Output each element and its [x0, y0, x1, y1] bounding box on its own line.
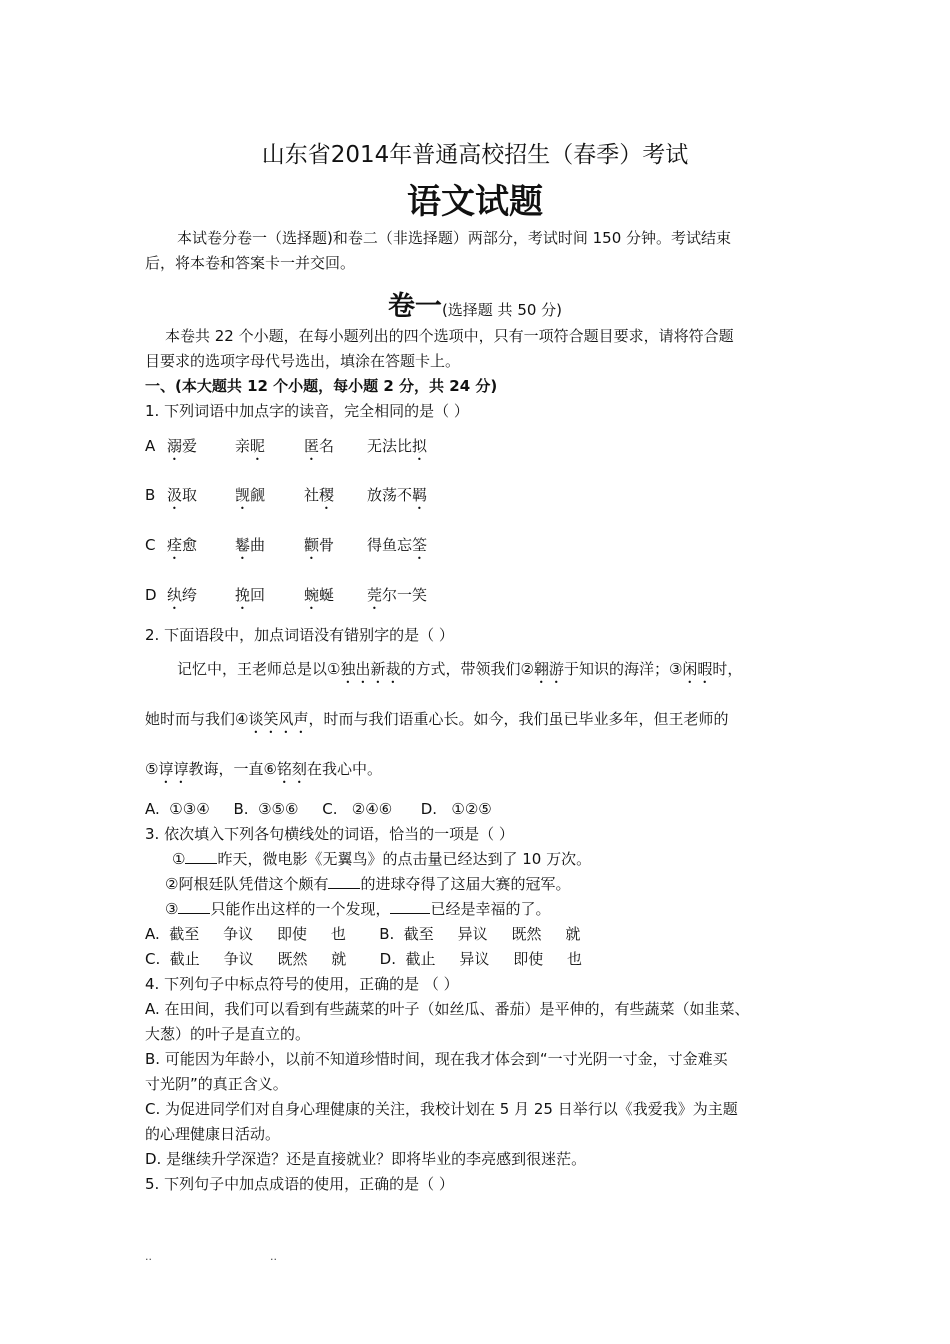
q5-stem: 5. 下列句子中加点成语的使用，正确的是（ ） — [145, 1175, 454, 1193]
option-word: 纨绔 — [167, 586, 198, 604]
section-desc-1: 本卷共 22 个小题，在每小题列出的四个选项中，只有一项符合题目要求，请将符合题 — [165, 327, 734, 345]
option-label: A — [145, 437, 156, 455]
exam-title: 山东省2014年普通高校招生（春季）考试 — [261, 142, 689, 168]
q3-stem: 3. 依次填入下列各句横线处的词语，恰当的一项是（ ） — [145, 825, 514, 843]
q4-option-a-line-2: 大葱）的叶子是直立的。 — [145, 1025, 311, 1043]
q2-stem: 2. 下面语段中，加点词语没有错别字的是（ ） — [145, 626, 454, 644]
q3-sentence-2: ②阿根廷队凭借这个颇有 的进球夺得了这届大赛的冠军。 — [165, 875, 571, 893]
answer-blank — [328, 874, 360, 889]
q3-options-ab: A. 截至 争议 即使 也 B. 截至 异议 既然 就 — [145, 925, 581, 943]
option-word: 匿名 — [304, 437, 335, 455]
section-desc-2: 目要求的选项字母代号选出，填涂在答题卡上。 — [145, 352, 461, 370]
q2-passage-line-2: 她时而与我们④谈笑风声，时而与我们语重心长。如今，我们虽已毕业多年，但王老师的 — [145, 710, 729, 728]
q1-stem: 1. 下列词语中加点字的读音，完全相同的是（ ） — [145, 402, 469, 420]
q4-option-c-line-1: C. 为促进同学们对自身心理健康的关注，我校计划在 5 月 25 日举行以《我爱我》为主题 — [145, 1100, 738, 1118]
option-word: 放荡不羁 — [367, 486, 428, 504]
intro-line-2: 后，将本卷和答案卡一并交回。 — [145, 254, 356, 272]
option-word: 溺爱 — [167, 437, 198, 455]
q3-sentence-1: ① 昨天，微电影《无翼鸟》的点击量已经达到了 10 万次。 — [172, 850, 592, 868]
option-word: 汲取 — [167, 486, 198, 504]
subject-title: 语文试题 — [407, 182, 543, 222]
q4-option-c-line-2: 的心理健康日活动。 — [145, 1125, 281, 1143]
option-word: 无法比拟 — [367, 437, 428, 455]
q3-sentence-3: ③ 只能作出这样的一个发现， 已经是幸福的了。 — [165, 900, 551, 918]
q2-passage-line-1: 记忆中，王老师总是以①独出新裁的方式，带领我们②翱游于知识的海洋；③闲暇时， — [177, 660, 743, 678]
section-name: 卷一 — [387, 291, 442, 322]
option-word: 鬈曲 — [235, 536, 266, 554]
option-word: 痊愈 — [167, 536, 198, 554]
q4-stem: 4. 下列句子中标点符号的使用，正确的是 （ ） — [145, 975, 459, 993]
answer-blank — [390, 899, 430, 914]
q4-option-b-line-2: 寸光阴”的真正含义。 — [145, 1075, 288, 1093]
section-heading — [0, 284, 950, 323]
intro-line-1: 本试卷分卷一（选择题)和卷二（非选择题）两部分，考试时间 150 分钟。考试结束 — [177, 229, 732, 247]
option-label: C — [145, 536, 156, 554]
option-word: 社稷 — [304, 486, 335, 504]
q2-options: A. ①③④ B. ③⑤⑥ C. ②④⑥ D. ①②⑤ — [145, 800, 492, 818]
answer-blank — [178, 899, 210, 914]
q4-option-d: D. 是继续升学深造？还是直接就业？即将毕业的李亮感到很迷茫。 — [145, 1150, 587, 1168]
option-word: 得鱼忘筌 — [367, 536, 428, 554]
option-word: 挽回 — [235, 586, 266, 604]
footer-mark-left: .. — [145, 1250, 152, 1263]
q3-options-cd: C. 截止 争议 既然 就 D. 截止 异议 即使 也 — [145, 950, 583, 968]
q4-option-b-line-1: B. 可能因为年龄小，以前不知道珍惜时间，现在我才体会到“一寸光阴一寸金，寸金难买 — [145, 1050, 728, 1068]
q2-passage-line-3: ⑤谆谆教诲，一直⑥铭刻在我心中。 — [145, 760, 382, 778]
section-note: (选择题 共 50 分) — [441, 301, 563, 319]
option-word: 觊觎 — [235, 486, 266, 504]
option-word: 亲昵 — [235, 437, 266, 455]
option-word: 莞尔一笑 — [367, 586, 428, 604]
option-word: 颧骨 — [304, 536, 335, 554]
option-label: D — [145, 586, 157, 604]
part-heading: 一、(本大题共 12 个小题，每小题 2 分，共 24 分) — [145, 377, 498, 395]
option-label: B — [145, 486, 156, 504]
footer-mark-right: .. — [270, 1250, 277, 1263]
q4-option-a-line-1: A. 在田间，我们可以看到有些蔬菜的叶子（如丝瓜、番茄）是平伸的，有些蔬菜（如韭菜、 — [145, 1000, 750, 1018]
option-word: 蜿蜒 — [304, 586, 335, 604]
answer-blank — [185, 849, 217, 864]
